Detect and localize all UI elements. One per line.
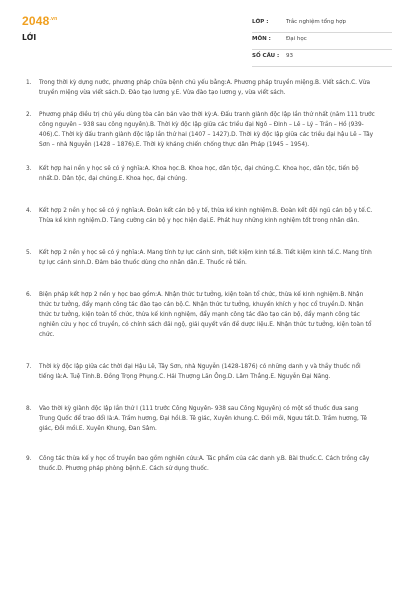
question-item (26, 404, 376, 434)
question-text: Trong thời kỳ dựng nước, phương pháp chữa bệnh chủ yếu bằng:A. Phương pháp truyền miệng.B. Viết sách.C. Vừa truyền miệng vừa viết sách.D. Đào tạo lương y.E. Vừa đào tạo lương y, vừa viết sách. (39, 80, 370, 96)
site-logo[interactable] (22, 14, 57, 28)
question-number: 5. (26, 250, 32, 256)
question-item (26, 78, 376, 98)
question-item (26, 290, 376, 340)
question-item (26, 362, 376, 382)
meta-label-class: LỚP : (252, 19, 269, 25)
question-text: Kết hợp 2 nền y học sẽ có ý nghĩa:A. Mang tính tự lực cánh sinh, tiết kiệm kinh tế.B. Tiết kiệm kinh tế.C. Mang tính tự lực cánh sinh.D. Đảm bảo thuốc dùng cho nhân dân.E. Thuốc rẻ tiền. (39, 250, 372, 266)
document-meta (252, 16, 392, 67)
meta-row-class (252, 16, 392, 33)
question-number: 2. (26, 112, 32, 118)
question-text: Phương pháp điều trị chủ yếu dùng tòa căn bản vào thời kỳ:A. Đấu tranh giành độc lập lần thứ nhất (năm 111 trước công nguyên – 938 sau công nguyên).B. Thời kỳ độc lập giữa các triều đại Ngô – Đinh – Lê – Lý – Trần – Hồ (939-406).C. Thời kỳ đấu tranh giành độc lập lần thứ hai (1407 – 1427).D. Thời kỳ độc lập giữa các triều đại hậu Lê – Tây Sơn – nhà Nguyễn (1428 – 1876).E. Thời kỳ kháng chiến chống thực dân Pháp (1945 – 1954). (39, 112, 375, 148)
question-list (26, 78, 376, 474)
question-item (26, 206, 376, 226)
question-item (26, 454, 376, 474)
question-item (26, 110, 376, 150)
question-text: Kết hợp 2 nền y học sẽ có ý nghĩa:A. Đoàn kết cán bộ y tế, thừa kế kinh nghiệm.B. Đoàn kết đội ngũ cán bộ y tế.C. Thừa kế kinh nghiệm.D. Tăng cường cán bộ y học hiện đại.E. Phát huy những kinh nghiệm tốt trong nhân dân. (39, 208, 373, 224)
meta-label-count: SỐ CÂU : (252, 53, 280, 59)
question-item (26, 164, 376, 184)
question-number: 4. (26, 208, 32, 214)
question-text: Thời kỳ độc lập giữa các thời đại Hậu Lê, Tây Sơn, nhà Nguyễn (1428-1876) có những danh y và thầy thuốc nổi tiếng là:A. Tuệ Tĩnh.B. Đồng Trọng Phụng.C. Hải Thượng Lãn Ông.D. Lâm Thắng.E. Nguyễn Đại Năng. (39, 364, 361, 380)
meta-value-count: 93 (286, 53, 293, 59)
document-title: LỚI (22, 33, 37, 42)
question-number: 7. (26, 364, 32, 370)
question-number: 1. (26, 80, 32, 86)
question-number: 6. (26, 292, 32, 298)
meta-value-subject: Đại học (286, 36, 307, 42)
meta-row-count (252, 50, 392, 67)
question-text: Công tác thừa kế y học cổ truyền bao gồm nghiên cứu:A. Tác phẩm của các danh y.B. Bài thuốc.C. Cách trồng cây thuốc.D. Phương pháp phòng bệnh.E. Cách sử dụng thuốc. (39, 456, 370, 472)
question-text: Biện pháp kết hợp 2 nền y học bao gồm:A. Nhận thức tư tưởng, kiện toàn tổ chức, thừa kế kinh nghiệm.B. Nhận thức tư tưởng, đẩy mạnh công tác đào tạo cán bộ.C. Nhận thức tư tưởng, khuyến khích y học cổ truyền.D. Nhận thức tư tưởng, kiện toàn tổ chức, thừa kế kinh nghiệm, đẩy mạnh công tác đào tạo cán bộ, đẩy mạnh công tác nghiên cứu y học cổ truyền, có chính sách đãi ngộ, giải quyết vấn đề dược liệu.E. Nhận thức tư tưởng, kiện toàn tổ chức. (39, 292, 372, 338)
question-text: Kết hợp hai nền y học sẽ có ý nghĩa:A. Khoa học.B. Khoa học, dân tộc, đại chúng.C. Khoa học, dân tộc, tiến bộ nhất.D. Dân tộc, đại chúng.E. Khoa học, đại chúng. (39, 166, 359, 182)
question-number: 8. (26, 406, 32, 412)
logo-text: 2048 (22, 14, 50, 28)
page-header (0, 0, 400, 66)
question-number: 9. (26, 456, 32, 462)
meta-value-class: Trắc nghiệm tổng hợp (286, 19, 347, 25)
meta-label-subject: MÔN : (252, 36, 271, 42)
meta-row-subject (252, 33, 392, 50)
question-item (26, 248, 376, 268)
question-number: 3. (26, 166, 32, 172)
question-text: Vào thời kỳ giành độc lập lần thứ I (111 trước Công Nguyên- 938 sau Công Nguyên) có một số thuốc đưa sang Trung Quốc để trao đổi là:A. Trầm hương, Đại hồi.B. Tê giác, Xuyên khung.C. Đồi mồi, Ngưu tất.D. Trầm hương, Tê giác, Đồi mồi.E. Xuyên Khung, Đan Sâm. (39, 406, 367, 432)
logo-suffix: .vn (49, 16, 58, 22)
